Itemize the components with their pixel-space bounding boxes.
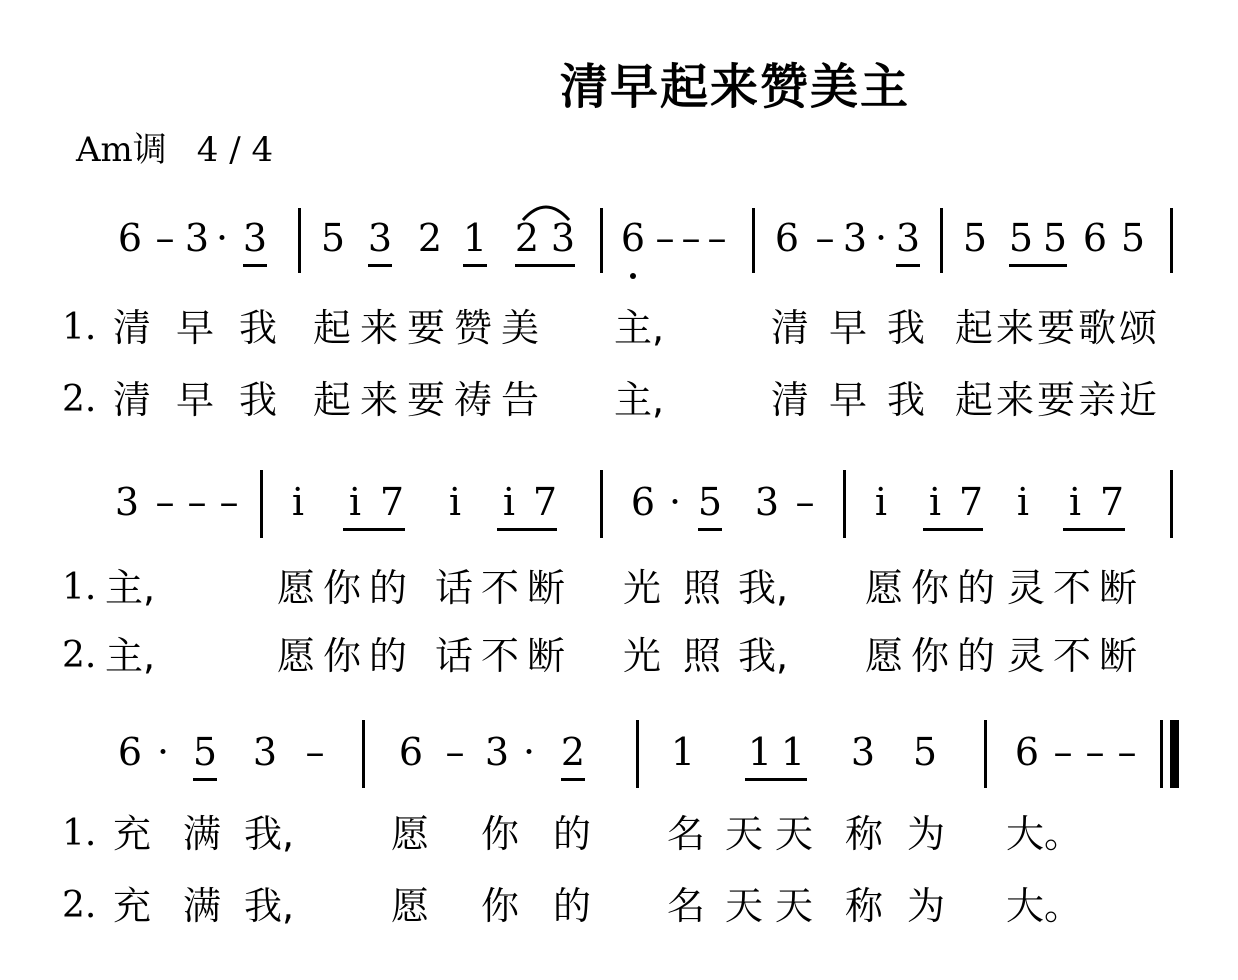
- lyric-char: 灵: [1006, 566, 1045, 610]
- note: 7: [1099, 480, 1125, 524]
- lyric-char: 来: [995, 306, 1034, 350]
- lyric-char: 主,: [105, 566, 156, 610]
- note: 5: [1008, 216, 1034, 260]
- lyric-char: 名: [666, 884, 705, 928]
- lyric-char: 颂: [1118, 306, 1157, 350]
- lyric-char: 美: [500, 306, 539, 350]
- lyric-char: 不: [1052, 566, 1091, 610]
- lyric-char: 满: [182, 884, 221, 928]
- lyric-char: 起: [954, 378, 993, 422]
- lyric-char: 起: [312, 378, 351, 422]
- bar-line: [636, 720, 639, 788]
- lyric-char: 的: [368, 634, 407, 678]
- lyric-char: 早: [828, 378, 867, 422]
- lyric-char: 照: [682, 566, 721, 610]
- note-dash: –: [1053, 730, 1073, 774]
- note: 1: [747, 730, 773, 774]
- note-dash: –: [155, 480, 175, 524]
- lyric-char: 断: [1098, 566, 1137, 610]
- note: 3: [895, 216, 921, 260]
- note-dash: –: [155, 216, 175, 260]
- lyric-char: 我,: [738, 634, 789, 678]
- lyric-char: 来: [359, 306, 398, 350]
- lyric-char: 天: [724, 884, 763, 928]
- lyric-char: 我: [886, 378, 925, 422]
- note: 3: [367, 216, 393, 260]
- bar-line: [600, 208, 603, 273]
- lyric-char: 的: [956, 634, 995, 678]
- lyric-char: 为: [906, 812, 945, 856]
- lyric-char: 主,: [105, 634, 156, 678]
- underline: [193, 778, 217, 781]
- key-signature: [76, 122, 273, 171]
- note: 7: [532, 480, 558, 524]
- verse-number: 1.: [62, 567, 97, 608]
- lyric-char: 近: [1118, 378, 1157, 422]
- lyric-char: 大。: [1006, 812, 1083, 856]
- note: 6: [774, 216, 800, 260]
- note: 7: [379, 480, 405, 524]
- note-dash: –: [795, 480, 815, 524]
- bar-line: [1170, 470, 1173, 538]
- lyric-char: 不: [480, 566, 519, 610]
- lyric-char: 来: [995, 378, 1034, 422]
- underline: [463, 264, 487, 267]
- lyric-char: 的: [552, 812, 591, 856]
- lyric-char: 不: [480, 634, 519, 678]
- note: 3: [242, 216, 268, 260]
- lyric-char: 的: [368, 566, 407, 610]
- lyric-char: 光: [622, 634, 661, 678]
- note: 2: [560, 730, 586, 774]
- note-dash: –: [187, 480, 207, 524]
- lyric-char: 早: [175, 378, 214, 422]
- lyric-char: 赞: [453, 306, 492, 350]
- lyric-char: 满: [182, 812, 221, 856]
- lyric-char: 你: [322, 634, 361, 678]
- lyric-char: 称: [844, 884, 883, 928]
- lyric-char: 愿: [864, 566, 903, 610]
- note-dot: ·: [668, 480, 682, 524]
- lyric-char: 断: [526, 566, 565, 610]
- lyric-char: 主,: [614, 378, 665, 422]
- note: 5: [1120, 216, 1146, 260]
- note-dot: ·: [874, 216, 888, 260]
- lyric-char: 光: [622, 566, 661, 610]
- verse-number: 1.: [62, 813, 97, 854]
- lyric-char: 歌: [1077, 306, 1116, 350]
- underline: [343, 528, 405, 531]
- note-dot: ·: [156, 730, 170, 774]
- lyric-char: 清: [770, 378, 809, 422]
- note-dash: –: [707, 216, 727, 260]
- lyric-char: 名: [666, 812, 705, 856]
- note: 5: [192, 730, 218, 774]
- lyric-char: 话: [434, 566, 473, 610]
- note: 5: [697, 480, 723, 524]
- underline: [698, 528, 722, 531]
- underline: [497, 528, 557, 531]
- note: 1: [780, 730, 806, 774]
- underline: [745, 778, 807, 781]
- verse-number: 2.: [62, 635, 97, 676]
- underline: [923, 528, 983, 531]
- tie-arc: [520, 200, 572, 222]
- bar-line: [984, 720, 987, 788]
- final-bar-thick: [1170, 720, 1179, 788]
- note: 6: [630, 480, 656, 524]
- note: 6: [620, 216, 646, 260]
- note: 5: [962, 216, 988, 260]
- lyric-char: 要: [1036, 306, 1075, 350]
- lyric-char: 我: [886, 306, 925, 350]
- lyric-char: 的: [956, 566, 995, 610]
- underline: [243, 264, 267, 267]
- lyric-char: 你: [910, 566, 949, 610]
- lyric-char: 不: [1052, 634, 1091, 678]
- note-dash: –: [655, 216, 675, 260]
- note: 3: [252, 730, 278, 774]
- note-dash: –: [445, 730, 465, 774]
- lyric-char: 愿: [390, 884, 429, 928]
- underline: [515, 264, 575, 267]
- lyric-char: 起: [312, 306, 351, 350]
- bar-line: [843, 470, 846, 538]
- verse-number: 2.: [62, 885, 97, 926]
- note: 7: [958, 480, 984, 524]
- note: 3: [184, 216, 210, 260]
- lyric-char: 清: [770, 306, 809, 350]
- note: 6: [1014, 730, 1040, 774]
- staff-row-2: [0, 462, 1238, 582]
- bar-line: [362, 720, 365, 788]
- note: 6: [398, 730, 424, 774]
- lyric-char: 话: [434, 634, 473, 678]
- lyric-char: 早: [175, 306, 214, 350]
- lyric-char: 充: [112, 884, 151, 928]
- lyric-char: 你: [910, 634, 949, 678]
- note-dash: –: [681, 216, 701, 260]
- note-dot: ·: [215, 216, 229, 260]
- lyric-char: 我,: [738, 566, 789, 610]
- note: 3: [842, 216, 868, 260]
- note-dash: –: [815, 216, 835, 260]
- lyric-char: 为: [906, 884, 945, 928]
- bar-line: [940, 208, 943, 273]
- note-dash: –: [305, 730, 325, 774]
- note: 5: [320, 216, 346, 260]
- lyric-char: 愿: [390, 812, 429, 856]
- bar-line: [600, 470, 603, 538]
- lyric-char: 灵: [1006, 634, 1045, 678]
- lyric-char: 充: [112, 812, 151, 856]
- note: i: [1068, 480, 1082, 524]
- note: i: [928, 480, 942, 524]
- note: 6: [1082, 216, 1108, 260]
- key-mode: Am调: [76, 130, 167, 170]
- lyric-char: 亲: [1077, 378, 1116, 422]
- note: 6: [117, 216, 143, 260]
- note: 3: [850, 730, 876, 774]
- lyric-char: 来: [359, 378, 398, 422]
- verse-number: 2.: [62, 379, 97, 420]
- lyric-char: 我,: [244, 884, 295, 928]
- lyric-char: 我: [238, 306, 277, 350]
- note: 3: [114, 480, 140, 524]
- lyric-char: 愿: [864, 634, 903, 678]
- note: 2: [417, 216, 443, 260]
- lyric-char: 天: [774, 812, 813, 856]
- time-signature: 4 / 4: [196, 130, 274, 170]
- lyric-char: 断: [1098, 634, 1137, 678]
- note: 5: [1042, 216, 1068, 260]
- underline: [561, 778, 585, 781]
- lyric-char: 我: [238, 378, 277, 422]
- underline: [896, 264, 920, 267]
- lyric-char: 清: [112, 306, 151, 350]
- lyric-char: 要: [406, 306, 445, 350]
- lyric-char: 你: [480, 884, 519, 928]
- lyric-char: 天: [774, 884, 813, 928]
- note: i: [348, 480, 362, 524]
- note: i: [291, 480, 305, 524]
- note-dash: –: [1085, 730, 1105, 774]
- final-bar-thin: [1160, 720, 1163, 788]
- lyric-char: 清: [112, 378, 151, 422]
- lyric-char: 的: [552, 884, 591, 928]
- note: 5: [912, 730, 938, 774]
- lyric-char: 你: [322, 566, 361, 610]
- low-octave-dot: [630, 273, 636, 279]
- lyric-char: 要: [406, 378, 445, 422]
- lyric-char: 祷: [453, 378, 492, 422]
- lyric-char: 早: [828, 306, 867, 350]
- lyric-char: 你: [480, 812, 519, 856]
- note: 2: [514, 216, 540, 260]
- underline: [1063, 528, 1125, 531]
- note-dash: –: [1117, 730, 1137, 774]
- lyric-char: 天: [724, 812, 763, 856]
- note: i: [502, 480, 516, 524]
- lyric-char: 主,: [614, 306, 665, 350]
- lyric-char: 愿: [276, 566, 315, 610]
- note: 3: [484, 730, 510, 774]
- bar-line: [1170, 208, 1173, 273]
- note: i: [448, 480, 462, 524]
- note: i: [874, 480, 888, 524]
- lyric-char: 照: [682, 634, 721, 678]
- lyric-char: 愿: [276, 634, 315, 678]
- lyric-char: 称: [844, 812, 883, 856]
- lyric-char: 告: [500, 378, 539, 422]
- lyric-char: 我,: [244, 812, 295, 856]
- underline: [368, 264, 392, 267]
- lyric-char: 断: [526, 634, 565, 678]
- note: 1: [462, 216, 488, 260]
- note: i: [1016, 480, 1030, 524]
- bar-line: [260, 470, 263, 538]
- note: 3: [550, 216, 576, 260]
- note: 1: [670, 730, 696, 774]
- note-dash: –: [219, 480, 239, 524]
- lyric-char: 要: [1036, 378, 1075, 422]
- note: 3: [754, 480, 780, 524]
- lyric-char: 大。: [1006, 884, 1083, 928]
- verse-number: 1.: [62, 307, 97, 348]
- song-title: 清早起来赞美主: [560, 59, 911, 115]
- lyric-char: 起: [954, 306, 993, 350]
- bar-line: [298, 208, 301, 273]
- bar-line: [752, 208, 755, 273]
- underline: [1009, 264, 1067, 267]
- staff-row-1: [0, 200, 1238, 320]
- note-dot: ·: [522, 730, 536, 774]
- note: 6: [117, 730, 143, 774]
